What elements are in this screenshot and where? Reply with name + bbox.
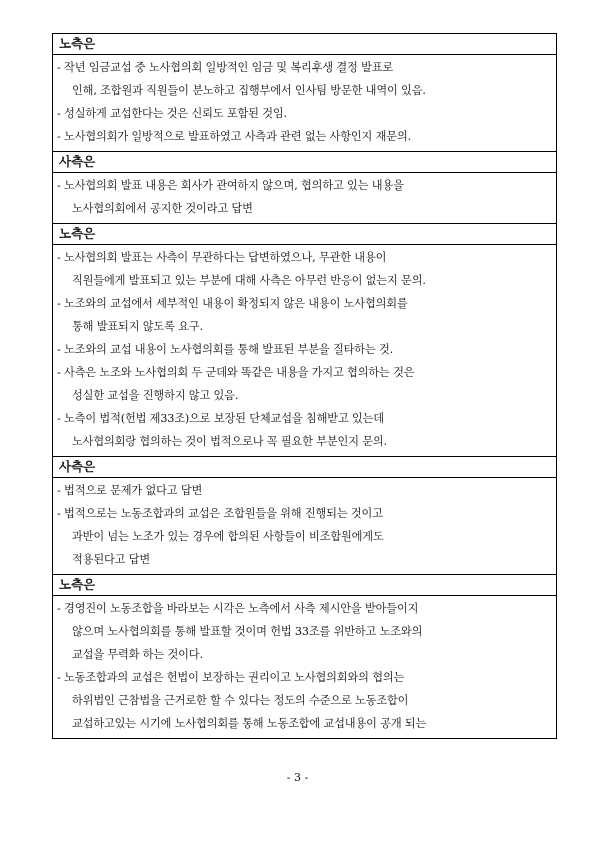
statement-line-continuation: 과반이 넘는 노조가 있는 경우에 합의된 사항들이 비조합원에게도 [72,530,384,543]
statement-line-continuation: 적용된다고 답변 [72,553,151,566]
statement-cell [53,173,557,224]
statement-item: - 노사협의회 발표 내용은 회사가 관여하지 않으며, 협의하고 있는 내용을 [57,179,404,192]
statement-item: - 노조와의 교섭에서 세부적인 내용이 확정되지 않은 내용이 노사협의회를 [57,297,408,310]
statement-item: - 성실하게 교섭한다는 것은 신뢰도 포함된 것임. [57,107,287,120]
statement-cell [53,596,557,739]
statement-cell [53,55,557,152]
speaker-heading: 사측은 [53,457,557,478]
statement-line-continuation: 않으며 노사협의회를 통해 발표할 것이며 헌법 33조를 위반하고 노조와의 [72,625,423,638]
statement-line-continuation: 직원들에게 발표되고 있는 부분에 대해 사측은 아무런 반응이 없는지 문의. [72,274,426,287]
statement-item: - 노동조합과의 교섭은 헌법이 보장하는 권리이고 노사협의회와의 협의는 [57,671,405,684]
section-header-row [53,575,557,596]
statement-cell [53,245,557,457]
statement-line-continuation: 성실한 교섭을 진행하지 않고 있음. [72,389,239,402]
section-body-row [53,173,557,224]
section-header-row [53,34,557,55]
section-header-row [53,152,557,173]
statement-line-continuation: 교섭을 무력화 하는 것이다. [72,648,203,661]
page-number: - 3 - [286,771,309,784]
statement-line-continuation: 노사협의회랑 협의하는 것이 법적으로나 꼭 필요한 부분인지 문의. [72,435,387,448]
statement-line-continuation: 노사협의회에서 공지한 것이라고 답변 [72,202,253,215]
section-body-row [53,478,557,575]
statement-item: - 노사협의회 발표는 사측이 무관하다는 답변하였으나, 무관한 내용이 [57,251,387,264]
speaker-heading: 노측은 [53,224,557,245]
statement-item: - 법적으로는 노동조합과의 교섭은 조합원들을 위해 진행되는 것이고 [57,507,383,520]
statement-item: - 노조와의 교섭 내용이 노사협의회를 통해 발표된 부분을 질타하는 것. [57,343,394,356]
section-header-row [53,457,557,478]
statement-line-continuation: 인해, 조합원과 직원들이 분노하고 집행부에서 인사팀 방문한 내역이 있음. [72,84,426,97]
speaker-heading: 노측은 [53,34,557,55]
statement-item: - 작년 임금교섭 중 노사협의회 일방적인 임금 및 복리후생 결정 발표로 [57,61,394,74]
speaker-heading: 사측은 [53,152,557,173]
statement-item: - 사측은 노조와 노사협의회 두 군데와 똑같은 내용을 가지고 협의하는 것은 [57,366,415,379]
minutes-table [52,33,557,739]
statement-item: - 노측이 법적(헌법 제33조)으로 보장된 단체교섭을 침해받고 있는데 [57,412,384,425]
statement-line-continuation: 교섭하고있는 시기에 노사협의회를 통해 노동조합에 교섭내용이 공개 되는 [72,717,427,730]
statement-item: - 법적으로 문제가 없다고 답변 [57,484,203,497]
statement-line-continuation: 하위법인 근참법을 근거로한 할 수 있다는 정도의 수준으로 노동조합이 [72,694,409,707]
statement-item: - 경영진이 노동조합을 바라보는 시각은 노측에서 사측 제시안을 받아들이지 [57,602,419,615]
section-body-row [53,55,557,152]
section-body-row [53,596,557,739]
section-body-row [53,245,557,457]
speaker-heading: 노측은 [53,575,557,596]
statement-item: - 노사협의회가 일방적으로 발표하였고 사측과 관련 없는 사항인지 재문의. [57,130,412,143]
section-header-row [53,224,557,245]
statement-cell [53,478,557,575]
statement-line-continuation: 통해 발표되지 않도록 요구. [72,320,203,333]
